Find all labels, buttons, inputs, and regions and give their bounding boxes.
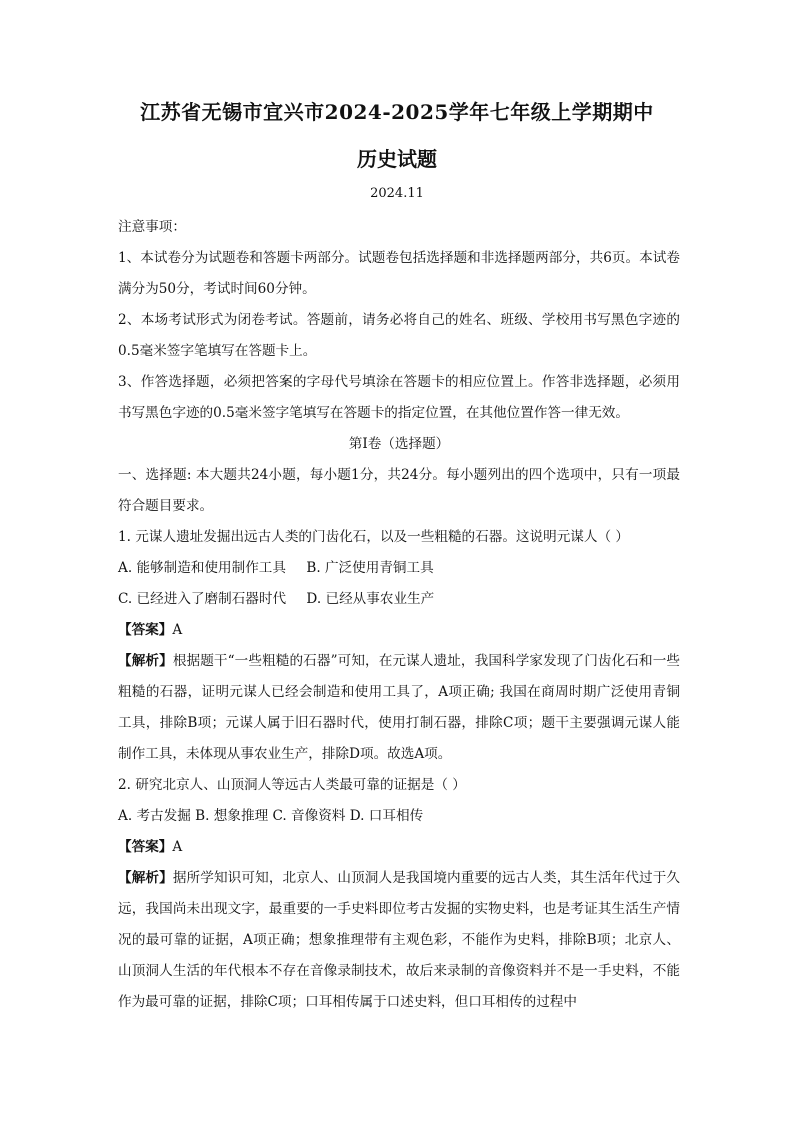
question-1-analysis [118, 646, 680, 770]
answer-value: A [172, 839, 183, 855]
section-instruction: 一、选择题: 本大题共24小题，每小题1分，共24分。每小题列出的四个选项中，只有一项最符合题目要求。 [118, 467, 680, 514]
notice-item-3: 3、作答选择题，必须把答案的字母代号填涂在答题卡的相应位置上。作答非选择题，必须用书写黑色字迹的0.5毫米签字笔填写在答题卡的指定位置，在其他位置作答一律无效。 [118, 374, 680, 421]
question-1-options-line-2 [118, 584, 680, 615]
question-1-options-line-1 [118, 553, 680, 584]
answer-label: 【答案】 [118, 839, 173, 855]
option-d: D. 已经从事农业生产 [306, 591, 435, 607]
question-2-answer [118, 832, 680, 863]
question-2-analysis [118, 863, 680, 1018]
option-a: A. 能够制造和使用制作工具 [118, 560, 286, 576]
document-title: 江苏省无锡市宜兴市2024-2025学年七年级上学期期中 [140, 100, 654, 124]
document-subtitle: 历史试题 [357, 147, 437, 171]
document-body [118, 212, 680, 1018]
question-2-stem: 2. 研究北京人、山顶洞人等远古人类最可靠的证据是（ ） [118, 777, 466, 793]
section-title: 第Ⅰ卷（选择题） [348, 436, 450, 452]
notice-heading: 注意事项： [118, 219, 186, 235]
notice-item-2: 2、本场考试形式为闭卷考试。答题前，请务必将自己的姓名、班级、学校用书写黑色字迹的0.5毫米签字笔填写在答题卡上。 [118, 312, 680, 359]
option-c: C. 已经进入了磨制石器时代 [118, 591, 287, 607]
notice-item-1: 1、本试卷分为试题卷和答题卡两部分。试题卷包括选择题和非选择题两部分，共6页。本试卷满分为50分，考试时间60分钟。 [118, 250, 680, 297]
analysis-text: 据所学知识可知，北京人、山顶洞人是我国境内重要的远古人类，其生活年代过于久远，我国尚未出现文字，最重要的一手史料即位考古发掘的实物史料，也是考证其生活生产情况的最可靠的证据，A项正确；想象推理带有主观色彩，不能作为史料，排除B项；北京人、山顶洞人生活的年代根本不存在音像录制技术，故后来录制的音像资料并不是一手史料，不能作为最可靠的证据，排除C项；口耳相传属于口述史料，但口耳相传的过程中 [118, 870, 681, 1010]
analysis-label: 【解析】 [118, 653, 173, 669]
question-2-options: A. 考古发掘 B. 想象推理 C. 音像资料 D. 口耳相传 [118, 808, 424, 824]
answer-label: 【答案】 [118, 622, 173, 638]
analysis-text: 根据题干“一些粗糙的石器”可知，在元谋人遗址，我国科学家发现了门齿化石和一些粗糙的石器，证明元谋人已经会制造和使用工具了，A项正确; 我国在商周时期广泛使用青铜工具，排除B项；元谋人属于旧石器时代，使用打制石器，排除C项；题干主要强调元谋人能制作工具，未体现从事农业生产，排除D项。故选A项。 [118, 653, 681, 762]
answer-value: A [172, 622, 183, 638]
question-1-answer [118, 615, 680, 646]
exam-date: 2024.11 [370, 186, 424, 201]
question-1-stem: 1. 元谋人遗址发掘出远古人类的门齿化石，以及一些粗糙的石器。这说明元谋人（ ） [118, 529, 629, 545]
option-b: B. 广泛使用青铜工具 [306, 560, 434, 576]
analysis-label: 【解析】 [118, 870, 173, 886]
